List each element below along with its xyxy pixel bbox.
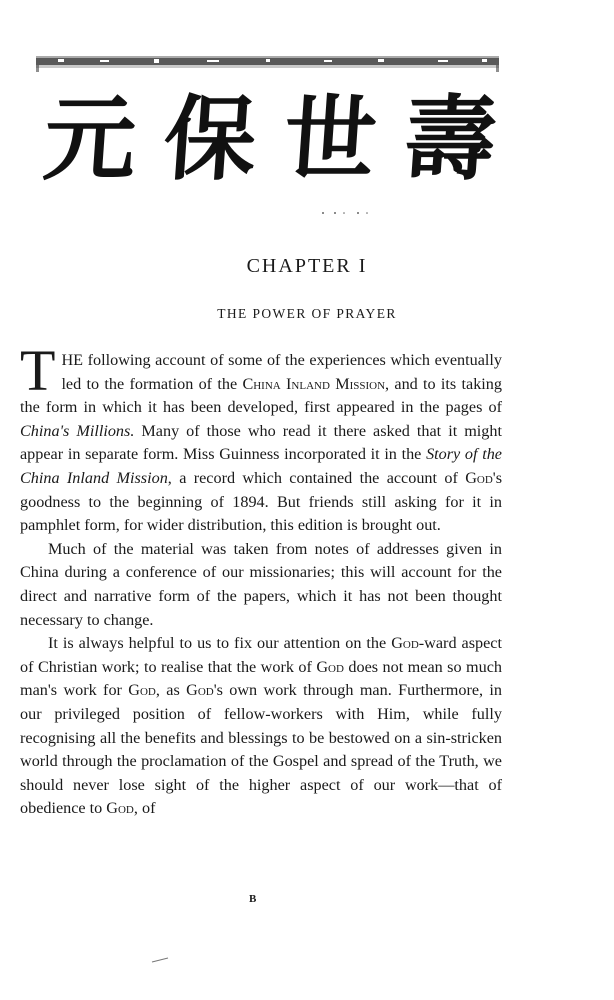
banner-char-3: 世	[280, 86, 380, 193]
banner-char-4: 壽	[400, 86, 500, 193]
small-caps-run: God	[465, 468, 493, 487]
banner-char-1: 元	[40, 86, 140, 193]
text-run: 's own work through man. Furthermore, in our privileged position of fellow-workers with Him, while fully recognising all the benefits and blessings to be bestowed on a sin-stricken world through the proclamation of the Gospel and spread of the Truth, we should never lose sight of the higher aspect of our work—that of obedience to	[20, 681, 503, 818]
text-run: HE following account of some of the experiences which eventually led to the formation of the	[61, 351, 502, 393]
text-run: , of	[133, 799, 156, 818]
page-speck	[150, 955, 172, 965]
small-caps-run: God	[316, 657, 344, 676]
drop-cap: T	[20, 338, 56, 403]
banner-specks	[320, 210, 370, 216]
chinese-title-banner	[36, 54, 499, 204]
paragraph-2: Much of the material was taken from notes of addresses given in China during a conference of our missionaries; this will account for the direct and narrative form of the papers, which it has not been thought necessary to change.	[20, 539, 502, 629]
section-title: THE POWER OF PRAYER	[217, 306, 397, 321]
italic-run: Story of the China Inland Mission	[20, 445, 502, 487]
text-run: , and to its taking the form in which it has been developed, first appeared in the pages of	[20, 374, 502, 417]
text-run: It is always helpful to us to fix our attention on the	[48, 634, 392, 653]
banner-torn-edge	[36, 54, 499, 72]
paragraph-1	[20, 338, 502, 538]
body-text	[20, 338, 503, 821]
small-caps-run: God	[186, 681, 214, 700]
text-run: does not mean so much man's work for	[20, 657, 502, 700]
italic-run: China's Millions.	[20, 421, 135, 440]
signature-mark: B	[249, 893, 258, 905]
paragraph-3	[20, 632, 502, 821]
text-run: 's goodness to the beginning of 1894. But friends still asking for it in pamphlet form, for wider distribution, this edition is brought out.	[20, 468, 502, 535]
small-caps-run: God	[128, 681, 156, 700]
text-run: , a record which contained the account of	[167, 468, 466, 487]
banner-characters	[40, 84, 500, 196]
text-run: Many of those who read it there asked that it might appear in separate form. Miss Guinness incorporated it in the	[20, 421, 502, 464]
banner-char-2: 保	[160, 86, 260, 193]
small-caps-run: God	[106, 799, 134, 818]
text-run: , as	[155, 681, 187, 700]
small-caps-run: God	[391, 634, 419, 653]
text-run: -ward aspect of Christian work; to realise that the work of	[20, 634, 502, 676]
chapter-title: CHAPTER I	[246, 255, 368, 277]
small-caps-run: China Inland Mission	[242, 374, 386, 393]
